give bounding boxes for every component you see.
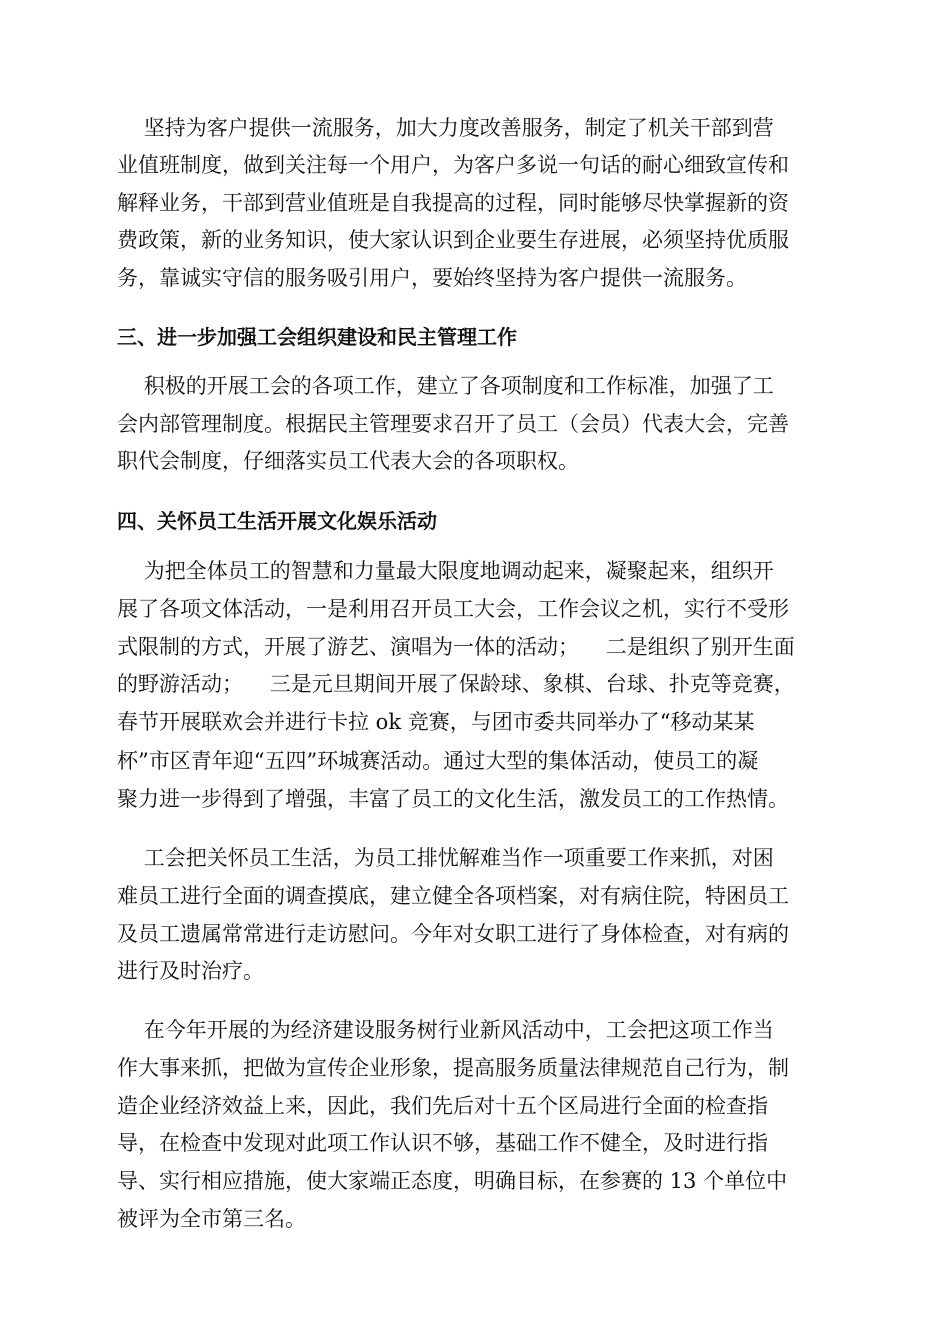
text-line: 积极的开展工会的各项工作，建立了各项制度和工作标准，加强了工 (117, 374, 774, 398)
text-line: 在今年开展的为经济建设服务树行业新风活动中，工会把这项工作当 (117, 1018, 774, 1042)
text-line: 职代会制度，仔细落实员工代表大会的各项职权。 (117, 449, 579, 473)
text-line: 费政策，新的业务知识，使大家认识到企业要生存进展，必须坚持优质服 (117, 228, 789, 252)
text-line: 导，在检查中发现对此项工作认识不够，基础工作不健全，及时进行指 (117, 1131, 768, 1155)
text-line: 难员工进行全面的调查摸底，建立健全各项档案，对有病住院，特困员工 (117, 884, 789, 908)
text-line: 聚力进一步得到了增强，丰富了员工的文化生活，激发员工的工作热情。 (117, 787, 789, 811)
section-heading-3: 三、进一步加强工会组织建设和民主管理工作 (117, 325, 517, 349)
text-line: 造企业经济效益上来，因此，我们先后对十五个区局进行全面的检查指 (117, 1094, 768, 1118)
text-line: 展了各项文体活动，一是利用召开员工大会，工作会议之机，实行不受形 (117, 597, 789, 621)
section-heading-4: 四、关怀员工生活开展文化娱乐活动 (117, 509, 437, 533)
text-line: 为把全体员工的智慧和力量最大限度地调动起来，凝聚起来，组织开 (117, 559, 774, 583)
text-line: 业值班制度，做到关注每一个用户，为客户多说一句话的耐心细致宣传和 (117, 153, 789, 177)
text-line: 解释业务，干部到营业值班是自我提高的过程，同时能够尽快掌握新的资 (117, 191, 789, 215)
text-line: 导、实行相应措施，使大家端正态度，明确目标，在参赛的 13 个单位中 (117, 1169, 788, 1193)
text-line: 春节开展联欢会并进行卡拉 ok 竞赛，与团市委共同举办了“移动某某 (117, 710, 755, 734)
text-line: 务，靠诚实守信的服务吸引用户，要始终坚持为客户提供一流服务。 (117, 266, 747, 290)
text-line: 会内部管理制度。根据民主管理要求召开了员工（会员）代表大会，完善 (117, 412, 789, 436)
text-line: 的野游活动； 三是元旦期间开展了保龄球、象棋、台球、扑克等竞赛， (117, 672, 795, 696)
text-line: 进行及时治疗。 (117, 959, 264, 983)
text-line: 式限制的方式，开展了游艺、演唱为一体的活动； 二是组织了别开生面 (117, 635, 795, 659)
text-line: 工会把关怀员工生活，为员工排忧解难当作一项重要工作来抓，对困 (117, 846, 774, 870)
text-line: 坚持为客户提供一流服务，加大力度改善服务，制定了机关干部到营 (117, 116, 774, 140)
text-line: 被评为全市第三名。 (117, 1207, 306, 1231)
text-line: 杯”市区青年迎“五四”环城赛活动。通过大型的集体活动，使员工的凝 (117, 749, 759, 773)
text-line: 及员工遗属常常进行走访慰问。今年对女职工进行了身体检查，对有病的 (117, 922, 789, 946)
text-line: 作大事来抓，把做为宣传企业形象，提高服务质量法律规范自己行为，制 (117, 1056, 789, 1080)
